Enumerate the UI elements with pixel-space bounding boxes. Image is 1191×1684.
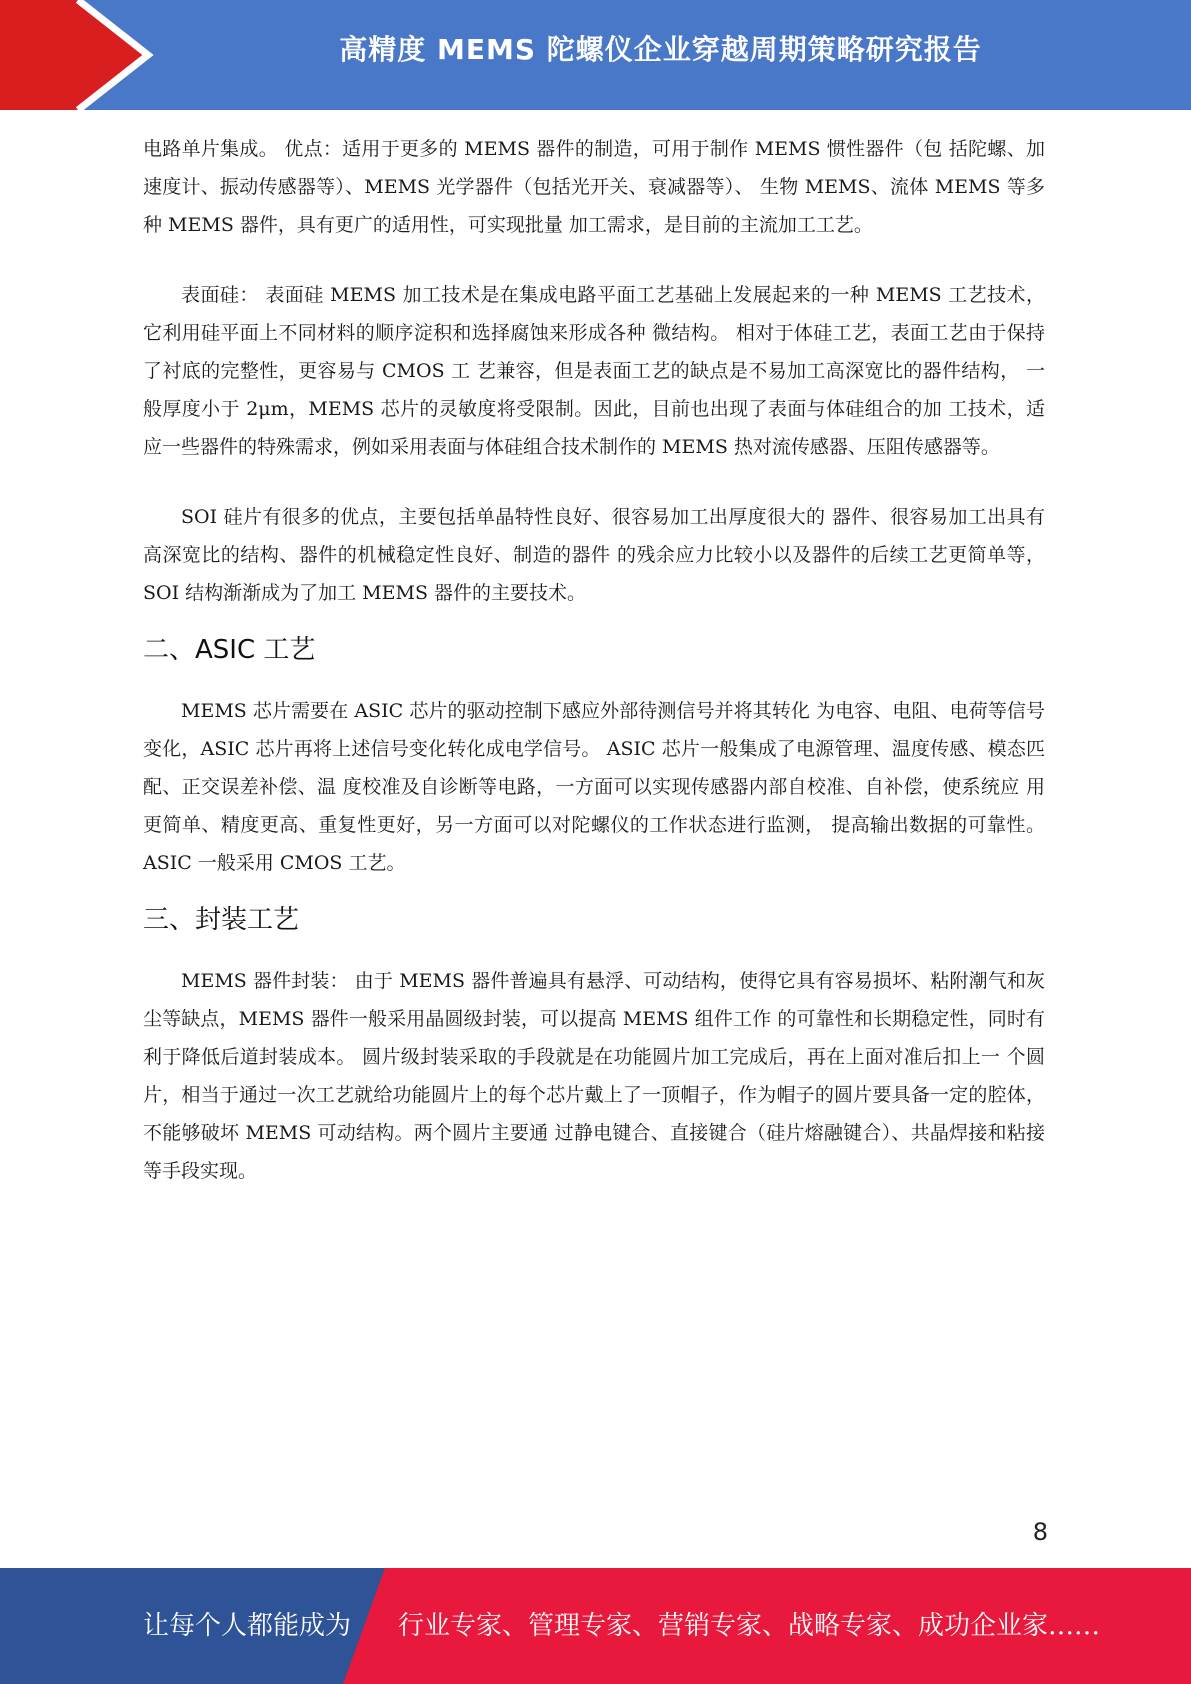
footer-slogan-right: 行业专家、管理专家、营销专家、战略专家、成功企业家…… <box>398 1611 1101 1641</box>
main-content <box>143 130 1045 1190</box>
footer-slogan-left: 让每个人都能成为 <box>143 1611 352 1641</box>
section-heading-packaging: 三、封装工艺 <box>143 905 300 935</box>
paragraph-packaging-process: MEMS 器件封装： 由于 MEMS 器件普遍具有悬浮、可动结构，使得它具有容易损坏、粘附潮气和灰尘等缺点，MEMS 器件一般采用晶圆级封装，可以提高 MEMS 组件工作 的可靠性和长期稳定性，同时有利于降低后道封装成本。 圆片级封装采取的手段就是在功能圆片加工完成后，再在上面对准后扣上一 个圆片，相当于通过一次工艺就给功能圆片上的每个芯片戴上了一顶帽子，作为帽子的圆片要具备一定的腔体，不能够破坏 MEMS 可动结构。两个圆片主要通 过静电键合、直接键合（硅片熔融键合）、共晶焊接和粘接等手段实现。 <box>143 970 1045 1182</box>
paragraph-soi-wafer: SOI 硅片有很多的优点，主要包括单晶特性良好、很容易加工出厚度很大的 器件、很容易加工出具有高深宽比的结构、器件的机械稳定性良好、制造的器件 的残余应力比较小以及器件的后续工艺更简单等，SOI 结构渐渐成为了加工 MEMS 器件的主要技术。 <box>143 506 1045 604</box>
paragraph-bulk-silicon-advantages: 电路单片集成。 优点：适用于更多的 MEMS 器件的制造，可用于制作 MEMS 惯性器件（包 括陀螺、加速度计、振动传感器等）、MEMS 光学器件（包括光开关、衰减器等）、 生物 MEMS、流体 MEMS 等多种 MEMS 器件，具有更广的适用性，可实现批量 加工需求，是目前的主流加工工艺。 <box>143 138 1045 236</box>
report-title: 高精度 MEMS 陀螺仪企业穿越周期策略研究报告 <box>339 33 982 66</box>
page-number: 8 <box>1032 1518 1048 1546</box>
paragraph-asic-process: MEMS 芯片需要在 ASIC 芯片的驱动控制下感应外部待测信号并将其转化 为电容、电阻、电荷等信号变化，ASIC 芯片再将上述信号变化转化成电学信号。 ASIC 芯片一般集成了电源管理、温度传感、模态匹配、正交误差补偿、温 度校准及自诊断等电路，一方面可以实现传感器内部自校准、自补偿，使系统应 用更简单、精度更高、重复性更好，另一方面可以对陀螺仪的工作状态进行监测， 提高输出数据的可靠性。ASIC 一般采用 CMOS 工艺。 <box>143 700 1045 874</box>
section-heading-asic: 二、ASIC 工艺 <box>143 635 316 665</box>
paragraph-surface-silicon: 表面硅： 表面硅 MEMS 加工技术是在集成电路平面工艺基础上发展起来的一种 MEMS 工艺技术，它利用硅平面上不同材料的顺序淀积和选择腐蚀来形成各种 微结构。 相对于体硅工艺，表面工艺由于保持了衬底的完整性，更容易与 CMOS 工 艺兼容，但是表面工艺的缺点是不易加工高深宽比的器件结构， 一般厚度小于 2μm，MEMS 芯片的灵敏度将受限制。因此，目前也出现了表面与体硅组合的加 工技术，适应一些器件的特殊需求，例如采用表面与体硅组合技术制作的 MEMS 热对流传感器、压阻传感器等。 <box>143 284 1045 458</box>
page-header <box>0 0 1191 110</box>
page-footer <box>0 1568 1191 1684</box>
